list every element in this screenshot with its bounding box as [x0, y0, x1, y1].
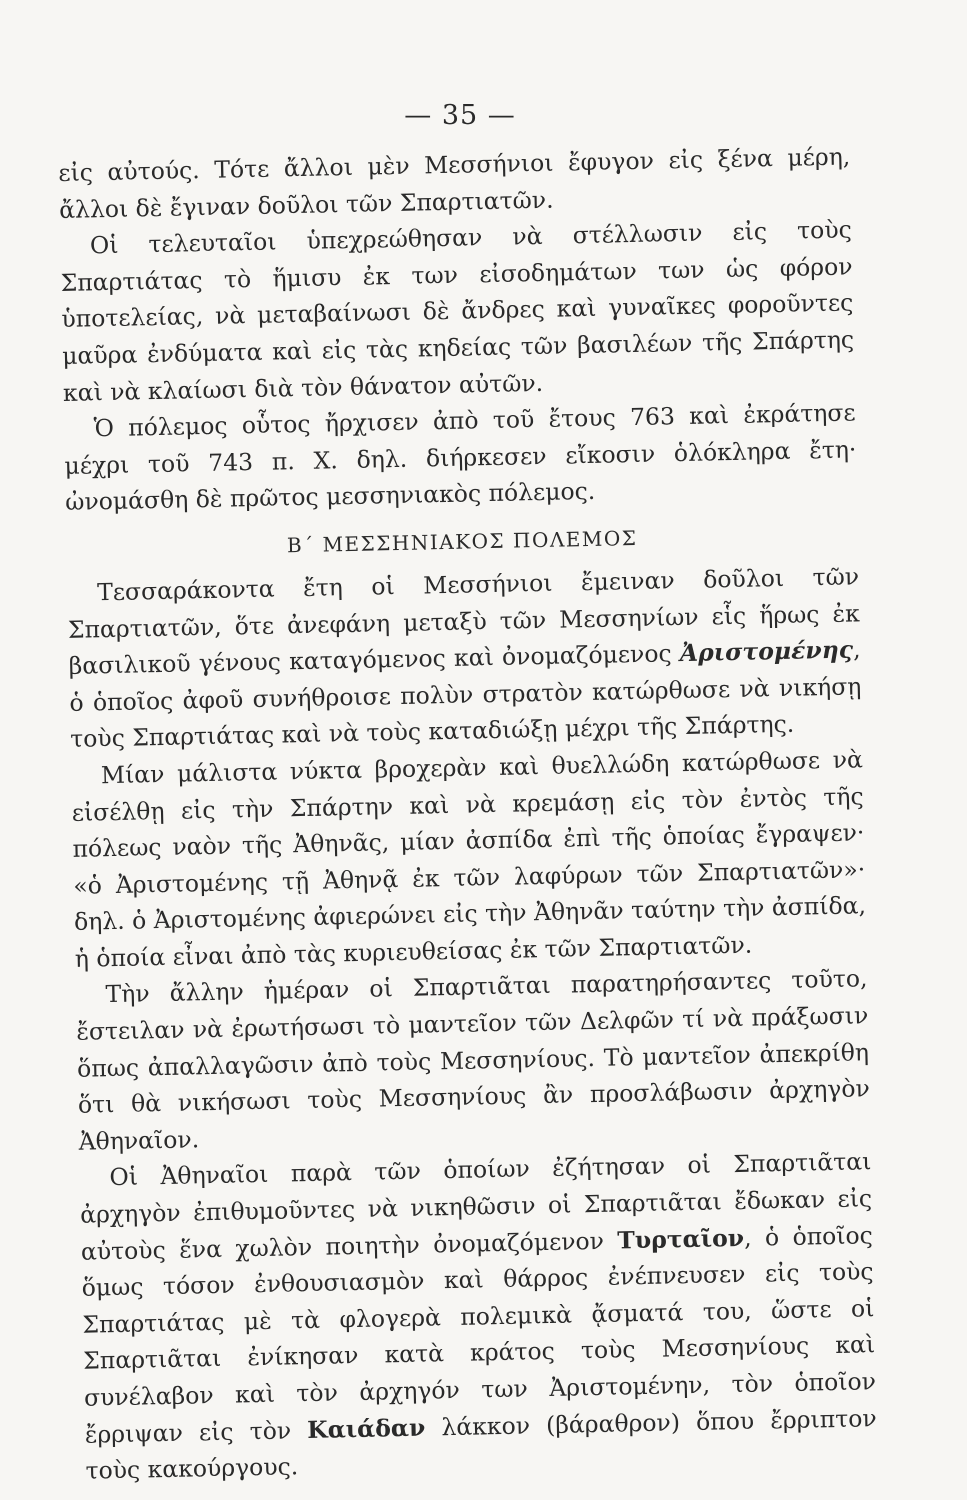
place-name: Καιάδαν	[306, 1413, 426, 1444]
paragraph-7-start: Οἱ Ἀθηναῖοι παρὰ τῶν ὁποίων ἐζήτησαν οἱ Σπαρτιᾶται ἀρχηγὸν ἐπιθυμοῦντες νὰ νικηθῶσιν οἱ Σπαρτιᾶται ἔδωκαν εἰς αὐτοὺς ἕνα χωλὸν ποιητὴν ὀνομαζόμενον	[79, 1147, 873, 1266]
paragraph-3: Ὁ πόλεμος οὗτος ἤρχισεν ἀπὸ τοῦ ἔτους 763 καὶ ἐκράτησε μέχρι τοῦ 743 π. Χ. δηλ. διήρκεσεν εἴκοσιν ὁλόκληρα ἔτη· ὠνομάσθη δὲ πρῶτος μεσσηνιακὸς πόλεμος.	[64, 398, 857, 517]
paragraph-4-end: , ὁ ὁποῖος ἀφοῦ συνήθροισε πολὺν στρατὸν κατώρθωσε νὰ νικήσῃ τοὺς Σπαρτιάτας καὶ νὰ τοὺς καταδιώξῃ μέχρι τῆς Σπάρτης.	[69, 635, 862, 754]
paragraph-6: Τὴν ἄλλην ἡμέραν οἱ Σπαρτιᾶται παρατηρήσαντες τοῦτο, ἔστειλαν νὰ ἐρωτήσωσι τὸ μαντεῖον τῶν Δελφῶν τί νὰ πράξωσιν ὅπως ἀπαλλαγῶσιν ἀπὸ τοὺς Μεσσηνίους. Τὸ μαντεῖον ἀπεκρίθη ὅτι θὰ νικήσωσι τοὺς Μεσσηνίους ἂν προσλάβωσιν ἀρχηγὸν Ἀθηναῖον.	[76, 964, 871, 1156]
paragraph-5: Μίαν μάλιστα νύκτα βροχερὰν καὶ θυελλώδη κατώρθωσε νὰ εἰσέλθῃ εἰς τὴν Σπάρτην καὶ νὰ κρεμάσῃ εἰς τὸν ἐντὸς τῆς πόλεως ναὸν τῆς Ἀθηνᾶς, μίαν ἀσπίδα ἐπὶ τῆς ὁποίας ἔγραψεν· «ὁ Ἀριστομένης τῇ Ἀθηνᾷ ἐκ τῶν λαφύρων τῶν Σπαρτιατῶν»· δηλ. ὁ Ἀριστομένης ἀφιερώνει εἰς τὴν Ἀθηνᾶν ταύτην τὴν ἀσπίδα, ἡ ὁποία εἶναι ἀπὸ τὰς κυριευθείσας ἐκ τῶν Σπαρτιατῶν.	[71, 745, 867, 973]
paragraph-7	[79, 1144, 878, 1490]
paragraph-2: Οἱ τελευταῖοι ὑπεχρεώθησαν νὰ στέλλωσιν εἰς τοὺς Σπαρτιάτας τὸ ἥμισυ ἐκ των εἰσοδημάτων των ὡς φόρον ὑποτελείας, νὰ μεταβαίνωσι δὲ ἄνδρες καὶ γυναῖκες φοροῦντες μαῦρα ἐνδύματα καὶ εἰς τὰς κηδείας τῶν βασιλέων τῆς Σπάρτης καὶ νὰ κλαίωσι διὰ τὸν θάνατον αὐτῶν.	[60, 215, 855, 407]
paragraph-4-start: Τεσσαράκοντα ἔτη οἱ Μεσσήνιοι ἔμειναν δοῦλοι τῶν Σπαρτιατῶν, ὅτε ἀνεφάνη μεταξὺ τῶν Μεσσηνίων εἷς ἥρως ἐκ βασιλικοῦ γένους καταγόμενος καὶ ὀνομαζόμενος	[67, 562, 861, 681]
hero-name: Ἀριστομένης	[679, 635, 854, 668]
paragraph-4	[67, 558, 863, 758]
page-number: — 35 —	[404, 100, 516, 131]
section-heading: Β΄ ΜΕΣΣΗΝΙΑΚΟΣ ΠΟΛΕΜΟΣ	[286, 525, 638, 558]
paragraph-7-end: λάκκον (βάραθρον) ὅπου ἔρριπτον τοὺς κακούργους.	[85, 1403, 877, 1485]
paragraph-1: εἰς αὐτούς. Τότε ἄλλοι μὲν Μεσσήνιοι ἔφυγον εἰς ξένα μέρη, ἄλλοι δὲ ἔγιναν δοῦλοι τῶν Σπαρτιατῶν.	[58, 142, 851, 224]
body-text	[58, 138, 878, 1489]
paragraph-7-middle: , ὁ ὁποῖος ὅμως τόσον ἐνθουσιασμὸν καὶ θάρρος ἐνέπνευσεν εἰς τοὺς Σπαρτιάτας μὲ τὰ φλογερὰ πολεμικὰ ᾄσματά του, ὥστε οἱ Σπαρτιᾶται ἐνίκησαν κατὰ κράτος τοὺς Μεσσηνίους καὶ συνέλαβον καὶ τὸν ἀρχηγόν των Ἀριστομένην, τὸν ὁποῖον ἔρριψαν εἰς τὸν	[81, 1220, 877, 1449]
poet-name: Τυρταῖον	[617, 1223, 745, 1255]
